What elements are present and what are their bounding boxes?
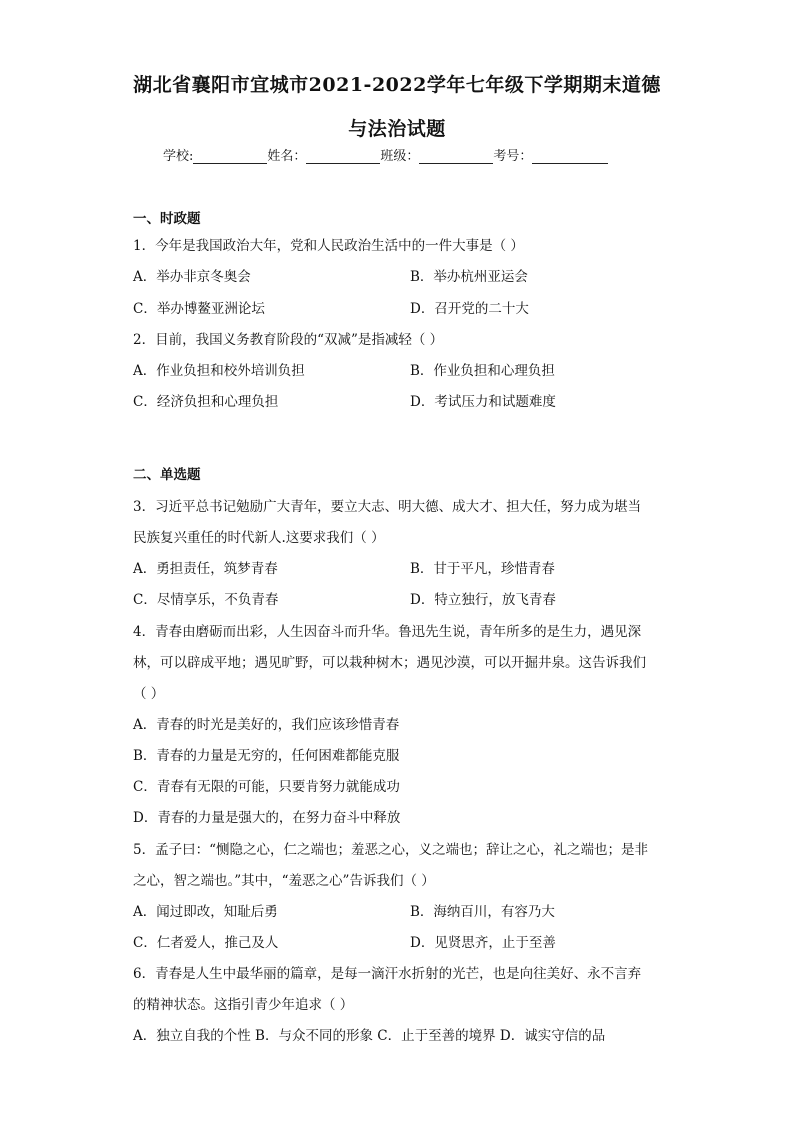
exam-no-label: 考号： <box>493 149 533 164</box>
question-4-option-d: D．青春的力量是强大的，在努力奋斗中释放 <box>133 810 401 826</box>
question-3-option-b: B．甘于平凡，珍惜青春 <box>410 561 555 577</box>
school-blank <box>193 149 267 164</box>
name-blank <box>306 149 380 164</box>
question-5-option-c: C．仁者爱人，推己及人 <box>133 935 279 951</box>
question-3-option-a: A．勇担责任，筑梦青春 <box>133 561 278 577</box>
question-4-option-a: A．青春的时光是美好的，我们应该珍惜青春 <box>133 717 400 733</box>
question-1-option-c: C．举办博鳌亚洲论坛 <box>133 301 265 317</box>
name-label: 姓名： <box>267 149 307 164</box>
exam-title-line-1: 湖北省襄阳市宜城市2021-2022学年七年级下学期期末道德 <box>133 74 661 96</box>
exam-no-blank <box>532 149 608 164</box>
question-2-stem: 2．目前，我国义务教育阶段的“双减”是指减轻（ ） <box>133 332 444 348</box>
question-2-option-c: C．经济负担和心理负担 <box>133 394 279 410</box>
class-blank <box>419 149 493 164</box>
question-5-option-a: A．闻过即改，知耻后勇 <box>133 904 278 920</box>
class-label: 班级： <box>380 149 420 164</box>
question-6-options: A．独立自我的个性 B．与众不同的形象 C．止于至善的境界 D．诚实守信的品 <box>133 1028 606 1044</box>
section-heading-single-choice: 二、单选题 <box>133 467 201 483</box>
question-3-stem-line-2: 民族复兴重任的时代新人.这要求我们（ ） <box>133 530 385 546</box>
section-heading-current-affairs: 一、时政题 <box>133 211 201 227</box>
question-1-option-b: B．举办杭州亚运会 <box>410 269 528 285</box>
exam-title-line-2: 与法治试题 <box>348 118 446 140</box>
question-6-stem-line-2: 的精神状态。这指引青少年追求（ ） <box>133 997 354 1013</box>
question-2-option-d: D．考试压力和试题难度 <box>410 394 556 410</box>
question-4-option-b: B．青春的力量是无穷的，任何困难都能克服 <box>133 748 400 764</box>
question-4-stem-line-3: （ ） <box>133 686 165 702</box>
question-4-stem-line-1: 4．青春由磨砺而出彩，人生因奋斗而升华。鲁迅先生说，青年所多的是生力，遇见深 <box>133 624 642 640</box>
school-label: 学校: <box>163 149 194 164</box>
question-6-stem-line-1: 6．青春是人生中最华丽的篇章，是每一滴汗水折射的光芒，也是向往美好、永不言弃 <box>133 966 642 982</box>
question-3-option-c: C．尽情享乐，不负青春 <box>133 592 279 608</box>
question-5-stem-line-2: 之心，智之端也。”其中，“羞恶之心”告诉我们（ ） <box>133 873 435 889</box>
question-1-stem: 1．今年是我国政治大年，党和人民政治生活中的一件大事是（ ） <box>133 238 524 254</box>
question-1-option-a: A．举办非京冬奥会 <box>133 269 251 285</box>
question-4-stem-line-2: 林，可以辟成平地；遇见旷野，可以栽种树木；遇见沙漠，可以开掘井泉。这告诉我们 <box>133 655 646 671</box>
question-5-stem-line-1: 5．孟子曰：“恻隐之心，仁之端也；羞恶之心，义之端也；辞让之心，礼之端也；是非 <box>133 842 648 858</box>
question-3-stem-line-1: 3．习近平总书记勉励广大青年，要立大志、明大德、成大才、担大任，努力成为堪当 <box>133 499 642 515</box>
question-1-option-d: D．召开党的二十大 <box>410 301 529 317</box>
question-3-option-d: D．特立独行，放飞青春 <box>410 592 556 608</box>
question-5-option-b: B．海纳百川，有容乃大 <box>410 904 555 920</box>
question-2-option-a: A．作业负担和校外培训负担 <box>133 363 305 379</box>
student-info-row <box>163 145 608 164</box>
question-4-option-c: C．青春有无限的可能，只要肯努力就能成功 <box>133 779 400 795</box>
question-2-option-b: B．作业负担和心理负担 <box>410 363 555 379</box>
question-5-option-d: D．见贤思齐，止于至善 <box>410 935 556 951</box>
